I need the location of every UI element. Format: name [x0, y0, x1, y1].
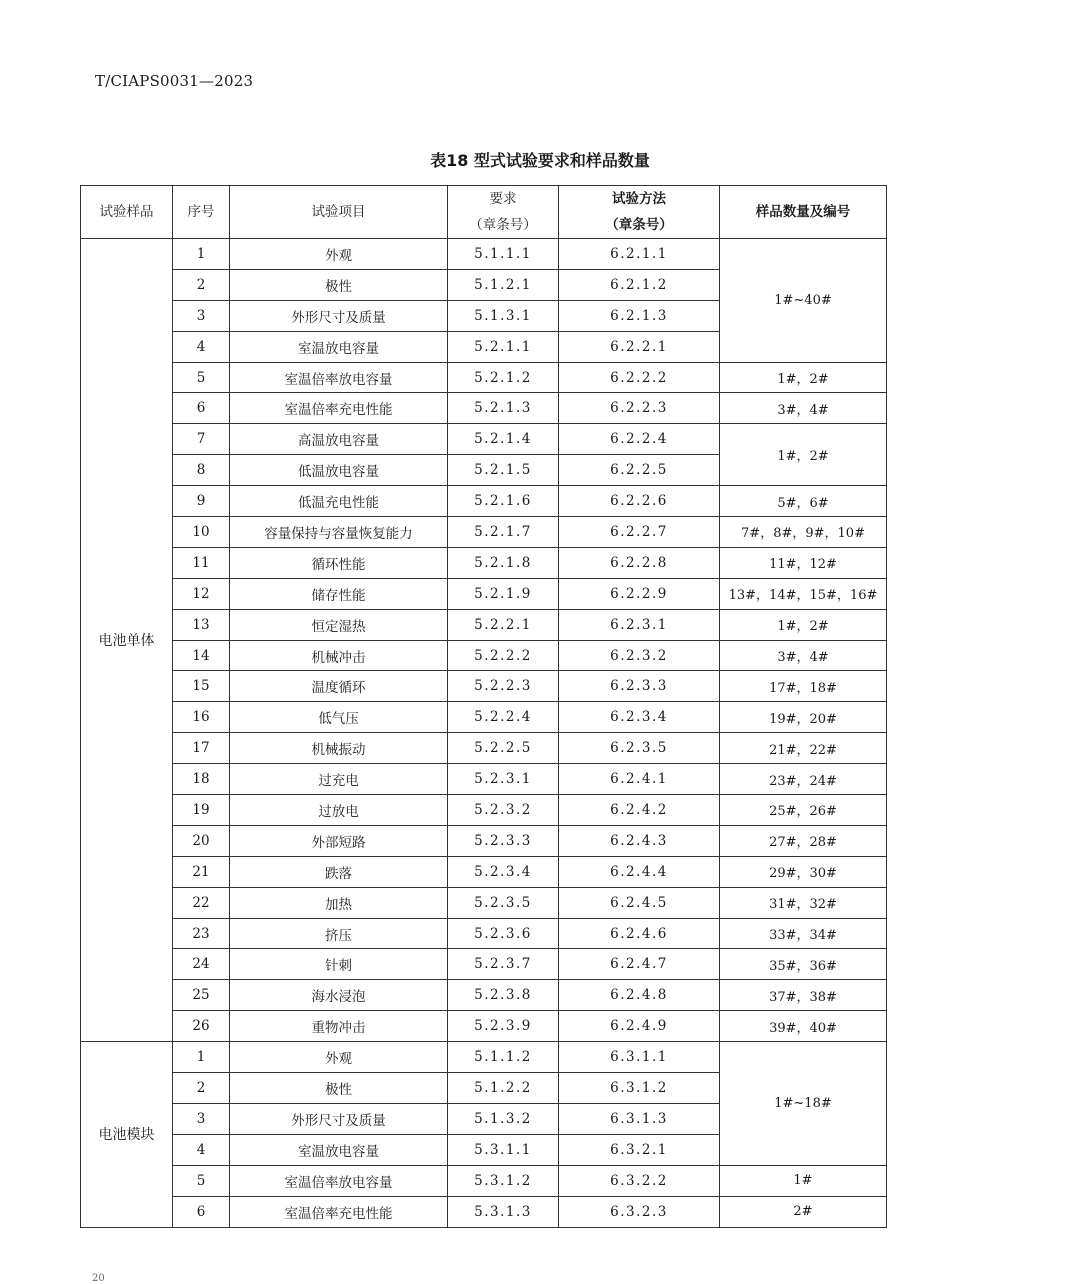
seq-cell: 23 — [173, 918, 230, 949]
test-item-cell: 室温放电容量 — [230, 1134, 448, 1165]
table-row — [81, 578, 887, 609]
requirement-cell: 5.2.3.3 — [448, 825, 559, 856]
seq-cell: 4 — [173, 331, 230, 362]
sample-group-label: 电池模块 — [81, 1042, 173, 1227]
requirement-cell: 5.2.3.1 — [448, 764, 559, 795]
table-row — [81, 1196, 887, 1227]
seq-cell: 1 — [173, 1042, 230, 1073]
seq-cell: 18 — [173, 764, 230, 795]
sample-quantity-cell: 21#，22# — [720, 733, 887, 764]
sample-quantity-cell: 7#，8#，9#，10# — [720, 517, 887, 548]
seq-cell: 2 — [173, 1073, 230, 1104]
seq-cell: 3 — [173, 1103, 230, 1134]
seq-cell: 13 — [173, 609, 230, 640]
seq-cell: 8 — [173, 455, 230, 486]
requirement-cell: 5.1.2.2 — [448, 1073, 559, 1104]
table-row — [81, 239, 887, 270]
test-item-cell: 低温充电性能 — [230, 486, 448, 517]
method-cell: 6.2.2.2 — [559, 362, 720, 393]
table-row — [81, 949, 887, 980]
requirement-cell: 5.2.2.5 — [448, 733, 559, 764]
test-item-cell: 低气压 — [230, 702, 448, 733]
method-cell: 6.2.4.2 — [559, 795, 720, 826]
requirement-cell: 5.2.1.7 — [448, 517, 559, 548]
table-row — [81, 362, 887, 393]
seq-cell: 16 — [173, 702, 230, 733]
seq-cell: 2 — [173, 269, 230, 300]
test-item-cell: 跌落 — [230, 856, 448, 887]
test-item-cell: 重物冲击 — [230, 1011, 448, 1042]
test-item-cell: 外观 — [230, 239, 448, 270]
test-item-cell: 过充电 — [230, 764, 448, 795]
requirement-cell: 5.2.3.6 — [448, 918, 559, 949]
table-row — [81, 1011, 887, 1042]
seq-cell: 25 — [173, 980, 230, 1011]
requirement-cell: 5.3.1.2 — [448, 1165, 559, 1196]
seq-cell: 14 — [173, 640, 230, 671]
header-item: 试验项目 — [230, 186, 448, 239]
requirement-cell: 5.2.2.4 — [448, 702, 559, 733]
requirement-cell: 5.2.2.3 — [448, 671, 559, 702]
requirement-cell: 5.3.1.1 — [448, 1134, 559, 1165]
seq-cell: 22 — [173, 887, 230, 918]
test-item-cell: 高温放电容量 — [230, 424, 448, 455]
seq-cell: 10 — [173, 517, 230, 548]
requirement-cell: 5.2.1.1 — [448, 331, 559, 362]
table-row — [81, 887, 887, 918]
method-cell: 6.2.4.6 — [559, 918, 720, 949]
method-cell: 6.2.2.9 — [559, 578, 720, 609]
test-item-cell: 机械冲击 — [230, 640, 448, 671]
requirement-cell: 5.2.1.6 — [448, 486, 559, 517]
sample-quantity-cell: 35#，36# — [720, 949, 887, 980]
test-item-cell: 外形尺寸及质量 — [230, 1103, 448, 1134]
sample-quantity-cell: 1#，2# — [720, 424, 887, 486]
method-cell: 6.3.2.3 — [559, 1196, 720, 1227]
seq-cell: 6 — [173, 393, 230, 424]
header-method-line2: （章条号） — [605, 217, 673, 233]
sample-group-label: 电池单体 — [81, 239, 173, 1042]
requirement-cell: 5.2.1.5 — [448, 455, 559, 486]
header-requirement-line2: （章条号） — [469, 217, 537, 233]
seq-cell: 1 — [173, 239, 230, 270]
sample-quantity-cell: 3#，4# — [720, 640, 887, 671]
table-row — [81, 1042, 887, 1073]
sample-quantity-cell: 1#，2# — [720, 362, 887, 393]
test-item-cell: 室温倍率充电性能 — [230, 393, 448, 424]
test-item-cell: 极性 — [230, 269, 448, 300]
table-row — [81, 393, 887, 424]
sample-quantity-cell: 31#，32# — [720, 887, 887, 918]
method-cell: 6.2.1.2 — [559, 269, 720, 300]
method-cell: 6.2.4.9 — [559, 1011, 720, 1042]
table-title: 表18 型式试验要求和样品数量 — [430, 151, 650, 170]
test-item-cell: 外部短路 — [230, 825, 448, 856]
test-item-cell: 容量保持与容量恢复能力 — [230, 517, 448, 548]
header-requirement-line1: 要求 — [489, 191, 517, 207]
table-row — [81, 424, 887, 455]
seq-cell: 15 — [173, 671, 230, 702]
page-number: 20 — [92, 1273, 105, 1284]
sample-quantity-cell: 23#，24# — [720, 764, 887, 795]
table-row — [81, 795, 887, 826]
table-row — [81, 671, 887, 702]
table-row — [81, 825, 887, 856]
requirement-cell: 5.2.3.2 — [448, 795, 559, 826]
sample-quantity-cell: 3#，4# — [720, 393, 887, 424]
table-row — [81, 640, 887, 671]
seq-cell: 19 — [173, 795, 230, 826]
test-item-cell: 恒定湿热 — [230, 609, 448, 640]
sample-quantity-cell: 11#，12# — [720, 547, 887, 578]
method-cell: 6.2.2.6 — [559, 486, 720, 517]
header-method-line1: 试验方法 — [612, 191, 666, 207]
method-cell: 6.2.4.8 — [559, 980, 720, 1011]
header-sample-quantity: 样品数量及编号 — [720, 186, 887, 239]
sample-quantity-cell: 39#，40# — [720, 1011, 887, 1042]
method-cell: 6.2.4.4 — [559, 856, 720, 887]
seq-cell: 21 — [173, 856, 230, 887]
table-row — [81, 918, 887, 949]
method-cell: 6.2.3.1 — [559, 609, 720, 640]
sample-quantity-cell: 33#，34# — [720, 918, 887, 949]
seq-cell: 5 — [173, 362, 230, 393]
test-item-cell: 加热 — [230, 887, 448, 918]
requirement-cell: 5.1.2.1 — [448, 269, 559, 300]
sample-quantity-cell: 1#~40# — [720, 239, 887, 363]
method-cell: 6.2.4.1 — [559, 764, 720, 795]
method-cell: 6.2.3.2 — [559, 640, 720, 671]
test-item-cell: 挤压 — [230, 918, 448, 949]
sample-quantity-cell: 19#，20# — [720, 702, 887, 733]
header-sample: 试验样品 — [81, 186, 173, 239]
method-cell: 6.2.1.3 — [559, 300, 720, 331]
test-item-cell: 温度循环 — [230, 671, 448, 702]
sample-quantity-cell: 1#~18# — [720, 1042, 887, 1166]
method-cell: 6.2.2.1 — [559, 331, 720, 362]
method-cell: 6.2.3.3 — [559, 671, 720, 702]
test-item-cell: 室温放电容量 — [230, 331, 448, 362]
requirement-cell: 5.2.3.5 — [448, 887, 559, 918]
test-item-cell: 外观 — [230, 1042, 448, 1073]
requirement-cell: 5.2.3.7 — [448, 949, 559, 980]
table-row — [81, 547, 887, 578]
test-item-cell: 极性 — [230, 1073, 448, 1104]
table-row — [81, 764, 887, 795]
method-cell: 6.2.2.3 — [559, 393, 720, 424]
method-cell: 6.3.1.2 — [559, 1073, 720, 1104]
document-code: T/CIAPS0031—2023 — [95, 72, 254, 90]
method-cell: 6.2.4.7 — [559, 949, 720, 980]
sample-quantity-cell: 29#，30# — [720, 856, 887, 887]
seq-cell: 3 — [173, 300, 230, 331]
sample-quantity-cell: 5#，6# — [720, 486, 887, 517]
seq-cell: 7 — [173, 424, 230, 455]
table-header-row — [81, 186, 887, 239]
method-cell: 6.2.2.5 — [559, 455, 720, 486]
test-item-cell: 机械振动 — [230, 733, 448, 764]
method-cell: 6.3.1.1 — [559, 1042, 720, 1073]
sample-quantity-cell: 17#，18# — [720, 671, 887, 702]
method-cell: 6.3.1.3 — [559, 1103, 720, 1134]
sample-quantity-cell: 2# — [720, 1196, 887, 1227]
table-row — [81, 609, 887, 640]
sample-quantity-cell: 25#，26# — [720, 795, 887, 826]
seq-cell: 6 — [173, 1196, 230, 1227]
requirement-cell: 5.2.1.3 — [448, 393, 559, 424]
seq-cell: 4 — [173, 1134, 230, 1165]
header-seq: 序号 — [173, 186, 230, 239]
seq-cell: 5 — [173, 1165, 230, 1196]
method-cell: 6.2.3.5 — [559, 733, 720, 764]
requirement-cell: 5.2.2.2 — [448, 640, 559, 671]
requirement-cell: 5.3.1.3 — [448, 1196, 559, 1227]
test-item-cell: 针刺 — [230, 949, 448, 980]
sample-quantity-cell: 27#，28# — [720, 825, 887, 856]
test-item-cell: 储存性能 — [230, 578, 448, 609]
seq-cell: 17 — [173, 733, 230, 764]
seq-cell: 26 — [173, 1011, 230, 1042]
header-method — [559, 186, 720, 239]
type-test-table — [80, 185, 887, 1228]
test-item-cell: 外形尺寸及质量 — [230, 300, 448, 331]
test-item-cell: 循环性能 — [230, 547, 448, 578]
sample-quantity-cell: 1#，2# — [720, 609, 887, 640]
table-row — [81, 517, 887, 548]
requirement-cell: 5.2.2.1 — [448, 609, 559, 640]
table-row — [81, 733, 887, 764]
test-item-cell: 室温倍率放电容量 — [230, 1165, 448, 1196]
method-cell: 6.3.2.1 — [559, 1134, 720, 1165]
requirement-cell: 5.2.1.9 — [448, 578, 559, 609]
requirement-cell: 5.2.3.4 — [448, 856, 559, 887]
requirement-cell: 5.2.3.9 — [448, 1011, 559, 1042]
sample-quantity-cell: 13#，14#，15#，16# — [720, 578, 887, 609]
seq-cell: 24 — [173, 949, 230, 980]
requirement-cell: 5.2.1.4 — [448, 424, 559, 455]
requirement-cell: 5.1.3.2 — [448, 1103, 559, 1134]
method-cell: 6.2.2.4 — [559, 424, 720, 455]
requirement-cell: 5.2.1.2 — [448, 362, 559, 393]
method-cell: 6.2.1.1 — [559, 239, 720, 270]
test-item-cell: 低温放电容量 — [230, 455, 448, 486]
seq-cell: 9 — [173, 486, 230, 517]
table-body — [81, 239, 887, 1228]
requirement-cell: 5.2.1.8 — [448, 547, 559, 578]
seq-cell: 11 — [173, 547, 230, 578]
seq-cell: 20 — [173, 825, 230, 856]
test-item-cell: 室温倍率充电性能 — [230, 1196, 448, 1227]
method-cell: 6.2.4.3 — [559, 825, 720, 856]
test-item-cell: 海水浸泡 — [230, 980, 448, 1011]
requirement-cell: 5.1.1.2 — [448, 1042, 559, 1073]
requirement-cell: 5.2.3.8 — [448, 980, 559, 1011]
table-row — [81, 856, 887, 887]
method-cell: 6.2.3.4 — [559, 702, 720, 733]
sample-quantity-cell: 1# — [720, 1165, 887, 1196]
test-item-cell: 过放电 — [230, 795, 448, 826]
sample-quantity-cell: 37#，38# — [720, 980, 887, 1011]
table-row — [81, 1165, 887, 1196]
table-row — [81, 486, 887, 517]
method-cell: 6.2.2.7 — [559, 517, 720, 548]
seq-cell: 12 — [173, 578, 230, 609]
requirement-cell: 5.1.3.1 — [448, 300, 559, 331]
header-requirement — [448, 186, 559, 239]
method-cell: 6.2.4.5 — [559, 887, 720, 918]
requirement-cell: 5.1.1.1 — [448, 239, 559, 270]
table-row — [81, 702, 887, 733]
method-cell: 6.3.2.2 — [559, 1165, 720, 1196]
method-cell: 6.2.2.8 — [559, 547, 720, 578]
table-row — [81, 980, 887, 1011]
test-item-cell: 室温倍率放电容量 — [230, 362, 448, 393]
